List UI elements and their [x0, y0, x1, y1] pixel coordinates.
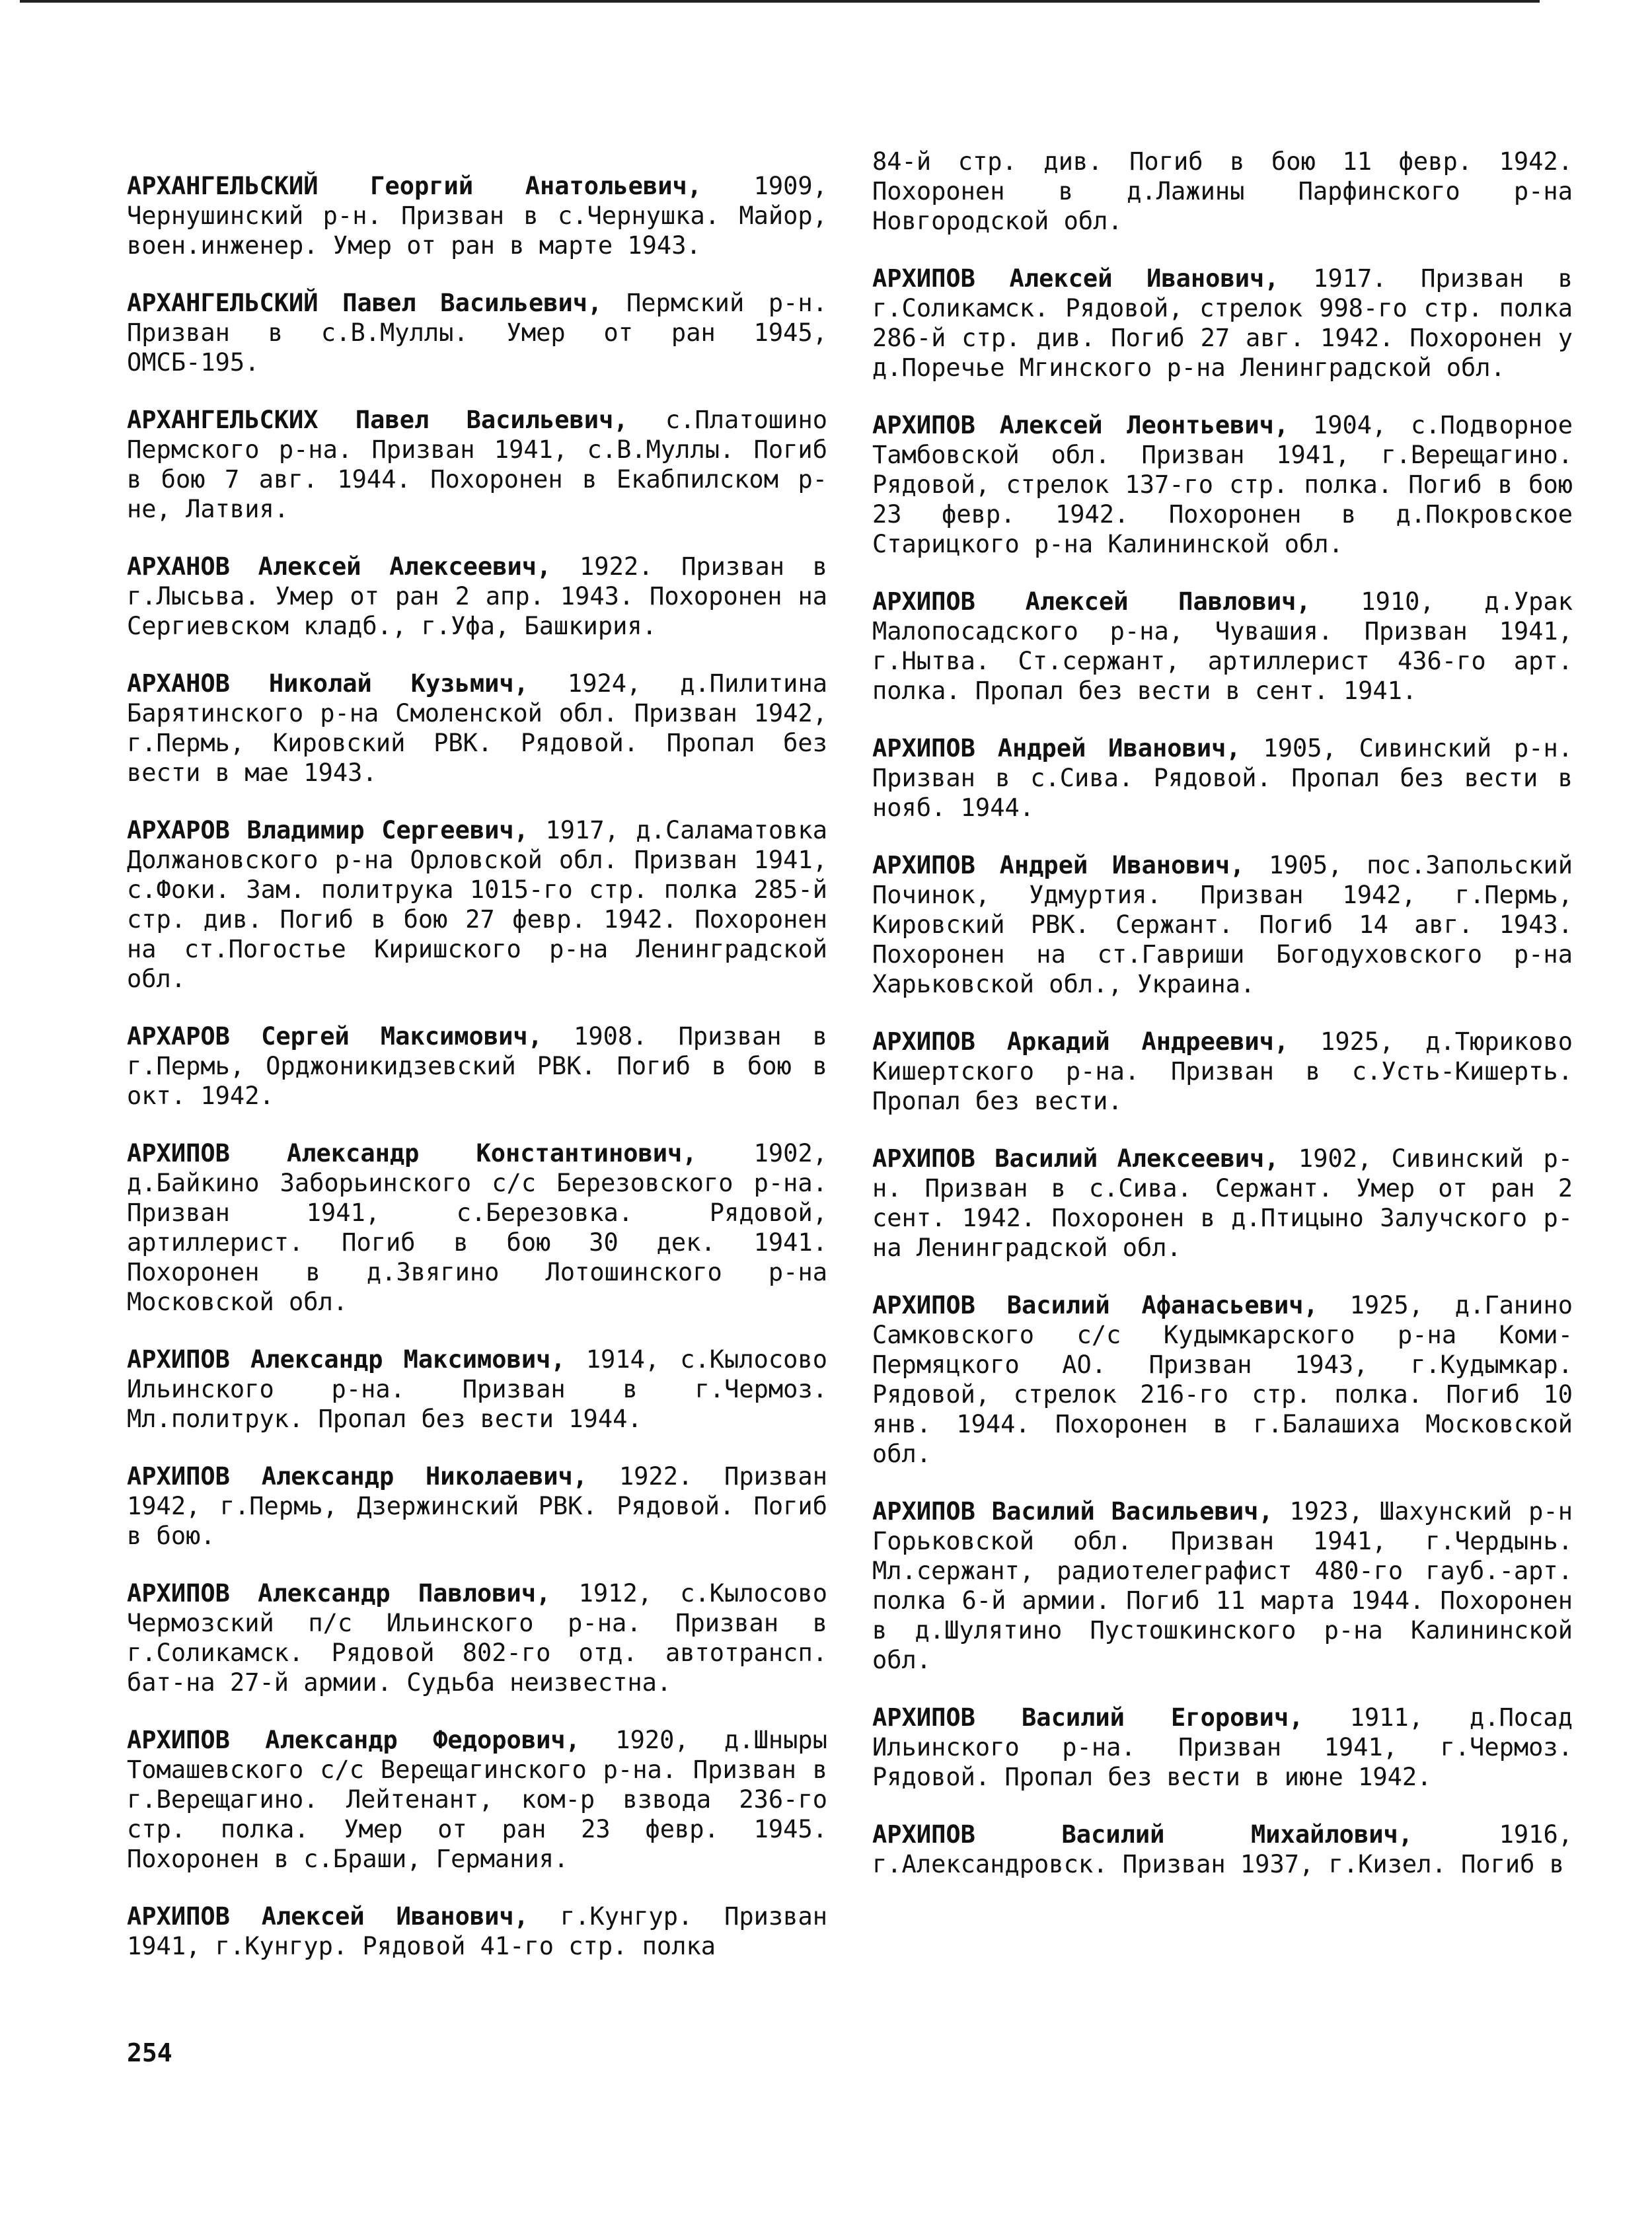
entry-name: АРХИПОВ Василий Васильевич,: [872, 1497, 1273, 1526]
entry-name: АРХИПОВ Александр Константинович,: [127, 1139, 697, 1167]
entry: [127, 552, 827, 641]
entry-text: 1922. Призван в г.Лысьва. Умер от ран 2 апр. 1943. Похоронен на Сергиевском кладб., г.Уфа, Башкирия.: [127, 552, 828, 640]
entry-text: 1910, д.Урак Малопосадского р-на, Чувашия. Призван 1941, г.Нытва. Ст.сержант, артиллерист 436-го арт. полка. Пропал без вести в сент. 1941.: [872, 587, 1573, 705]
entry: [872, 587, 1573, 706]
entry-name: АРХИПОВ Александр Павлович,: [127, 1579, 551, 1608]
entry: [872, 1027, 1573, 1116]
entry: [872, 1497, 1573, 1675]
entry-text: 1920, д.Шныры Томашевского с/с Верещагинского р-на. Призван в г.Верещагино. Лейтенант, ком-р взвода 236-го стр. полка. Умер от ран 23 февр. 1945. Похоронен в с.Браши, Германия.: [127, 1726, 827, 1873]
entry: [127, 669, 827, 788]
entry: [127, 1578, 827, 1697]
entry-text: Пермский р-н. Призван в с.В.Муллы. Умер от ран 1945, ОМСБ-195.: [127, 289, 827, 377]
entry-name: АРХАНГЕЛЬСКИЙ Георгий Анатольевич,: [127, 172, 702, 200]
entry-text: 1909, Чернушинский р-н. Призван в с.Чернушка. Майор, воен.инженер. Умер от ран в марте 1943.: [127, 172, 827, 260]
entry-name: АРХИПОВ Василий Афанасьевич,: [872, 1291, 1318, 1319]
entry-name: АРХАНОВ Николай Кузьмич,: [127, 669, 529, 698]
entry-name: АРХИПОВ Алексей Иванович,: [127, 1902, 529, 1931]
page-number: 254: [127, 2038, 172, 2067]
entry-text: 1905, пос.Запольский Починок, Удмуртия. Призван 1942, г.Пермь, Кировский РВК. Сержант. Погиб 14 авг. 1943. Похоронен на ст.Гавриши Богодуховского р-на Харьковской обл., Украина.: [872, 851, 1573, 998]
entry-name: АРХИПОВ Александр Максимович,: [127, 1345, 566, 1374]
entry: [127, 815, 827, 994]
top-rule: [20, 0, 1540, 3]
entry-text: 1917. Призван в г.Соликамск. Рядовой, стрелок 998-го стр. полка 286-й стр. див. Погиб 27 авг. 1942. Похоронен у д.Поречье Мгинского р-на Ленинградской обл.: [872, 264, 1573, 382]
entry: [127, 1725, 827, 1874]
entry-text: 1916, г.Александровск. Призван 1937, г.Кизел. Погиб в: [872, 1820, 1573, 1878]
entry-name: АРХИПОВ Андрей Иванович,: [872, 734, 1241, 762]
entry-text: 1923, Шахунский р-н Горьковской обл. Призван 1941, г.Чердынь. Мл.сержант, радиотелеграфист 480-го гауб.-арт. полка 6-й армии. Погиб 11 марта 1944. Похоронен в д.Шулятино Пустошкинского р-на Калининской обл.: [872, 1497, 1573, 1674]
entry-name: АРХАНГЕЛЬСКИХ Павел Васильевич,: [127, 406, 628, 434]
entry-text: 1917, д.Саламатовка Должановского р-на Орловской обл. Призван 1941, с.Фоки. Зам. политрука 1015-го стр. полка 285-й стр. див. Погиб в бою 27 февр. 1942. Похоронен на ст.Погостье Киришского р-на Ленинградской обл.: [127, 816, 827, 993]
entry: [872, 1144, 1573, 1263]
entry-name: АРХАНОВ Алексей Алексеевич,: [127, 552, 552, 581]
entry: [127, 1021, 827, 1111]
entry-text: г.Кунгур. Призван 1941, г.Кунгур. Рядовой 41-го стр. полка: [127, 1902, 827, 1960]
entry: [127, 288, 827, 377]
entry-name: АРХИПОВ Василий Михайлович,: [872, 1820, 1413, 1849]
entry-name: АРХИПОВ Алексей Павлович,: [872, 587, 1311, 616]
entry-name: АРХАРОВ Сергей Максимович,: [127, 1022, 543, 1051]
entry: [127, 1462, 827, 1551]
entry: [872, 410, 1573, 559]
entry-text: 1914, с.Кылосово Ильинского р-на. Призван в г.Чермоз. Мл.политрук. Пропал без вести 1944.: [127, 1345, 827, 1433]
right-column: [872, 147, 1573, 1907]
entry-name: АРХИПОВ Александр Николаевич,: [127, 1462, 588, 1491]
entry-text: 1904, с.Подворное Тамбовской обл. Призван 1941, г.Верещагино. Рядовой, стрелок 137-го стр. полка. Погиб в бою 23 февр. 1942. Похоронен в д.Покровское Старицкого р-на Калининской обл.: [872, 411, 1573, 558]
entry: [872, 1820, 1573, 1879]
left-column: [127, 147, 827, 1989]
entry: [872, 1290, 1573, 1469]
entry-text: 1924, д.Пилитина Барятинского р-на Смоленской обл. Призван 1942, г.Пермь, Кировский РВК. Рядовой. Пропал без вести в мае 1943.: [127, 669, 827, 787]
entry-name: АРХИПОВ Аркадий Андреевич,: [872, 1027, 1289, 1056]
entry-name: АРХИПОВ Алексей Леонтьевич,: [872, 411, 1289, 439]
entry: [872, 1703, 1573, 1792]
entry-text: 1922. Призван 1942, г.Пермь, Дзержинский РВК. Рядовой. Погиб в бою.: [127, 1462, 827, 1550]
entry-name: АРХИПОВ Александр Федорович,: [127, 1726, 580, 1754]
entry-text: 1911, д.Посад Ильинского р-на. Призван 1941, г.Чермоз. Рядовой. Пропал без вести в июне 1942.: [872, 1703, 1573, 1791]
entry: [872, 850, 1573, 999]
entry-name: АРХИПОВ Алексей Иванович,: [872, 264, 1279, 293]
entry: [127, 405, 827, 524]
entry-text: с.Платошино Пермского р-на. Призван 1941, с.В.Муллы. Погиб в бою 7 авг. 1944. Похоронен в Екабпилском р-не, Латвия.: [127, 406, 827, 523]
entry-text: 1925, д.Тюриково Кишертского р-на. Призван в с.Усть-Кишерть. Пропал без вести.: [872, 1027, 1573, 1115]
entry: [872, 733, 1573, 823]
entry: [127, 1138, 827, 1317]
entry-name: АРХАРОВ Владимир Сергеевич,: [127, 816, 529, 844]
entry: [872, 264, 1573, 383]
entry: [127, 1902, 827, 1961]
entry-name: АРХИПОВ Андрей Иванович,: [872, 851, 1245, 879]
entry-text: 1912, с.Кылосово Чермозский п/с Ильинского р-на. Призван в г.Соликамск. Рядовой 802-го отд. автотрансп. бат-на 27-й армии. Судьба неизвестна.: [127, 1579, 827, 1697]
entry-name: АРХИПОВ Василий Алексеевич,: [872, 1144, 1279, 1173]
entry-text: 1908. Призван в г.Пермь, Орджоникидзевский РВК. Погиб в бою в окт. 1942.: [127, 1022, 827, 1110]
continued-entry-text: 84-й стр. див. Погиб в бою 11 февр. 1942. Похоронен в д.Лажины Парфинского р-на Новгородской обл.: [872, 147, 1573, 235]
entry-text: 1902, Сивинский р-н. Призван в с.Сива. Сержант. Умер от ран 2 сент. 1942. Похоронен в д.Птицыно Залучского р-на Ленинградской обл.: [872, 1144, 1573, 1262]
entry-name: АРХИПОВ Василий Егорович,: [872, 1703, 1304, 1732]
entry-text: 1902, д.Байкино Заборьинского с/с Березовского р-на. Призван 1941, с.Березовка. Рядовой, артиллерист. Погиб в бою 30 дек. 1941. Похоронен в д.Звягино Лотошинского р-на Московской обл.: [127, 1139, 827, 1316]
entry-name: АРХАНГЕЛЬСКИЙ Павел Васильевич,: [127, 289, 603, 317]
entry: [127, 1345, 827, 1434]
entry-text: 1905, Сивинский р-н. Призван в с.Сива. Рядовой. Пропал без вести в нояб. 1944.: [872, 734, 1573, 822]
entry-text: 1925, д.Ганино Самковского с/с Кудымкарского р-на Коми-Пермяцкого АО. Призван 1943, г.Кудымкар. Рядовой, стрелок 216-го стр. полка. Погиб 10 янв. 1944. Похоронен в г.Балашиха Московской обл.: [872, 1291, 1573, 1468]
entry: [127, 171, 827, 260]
